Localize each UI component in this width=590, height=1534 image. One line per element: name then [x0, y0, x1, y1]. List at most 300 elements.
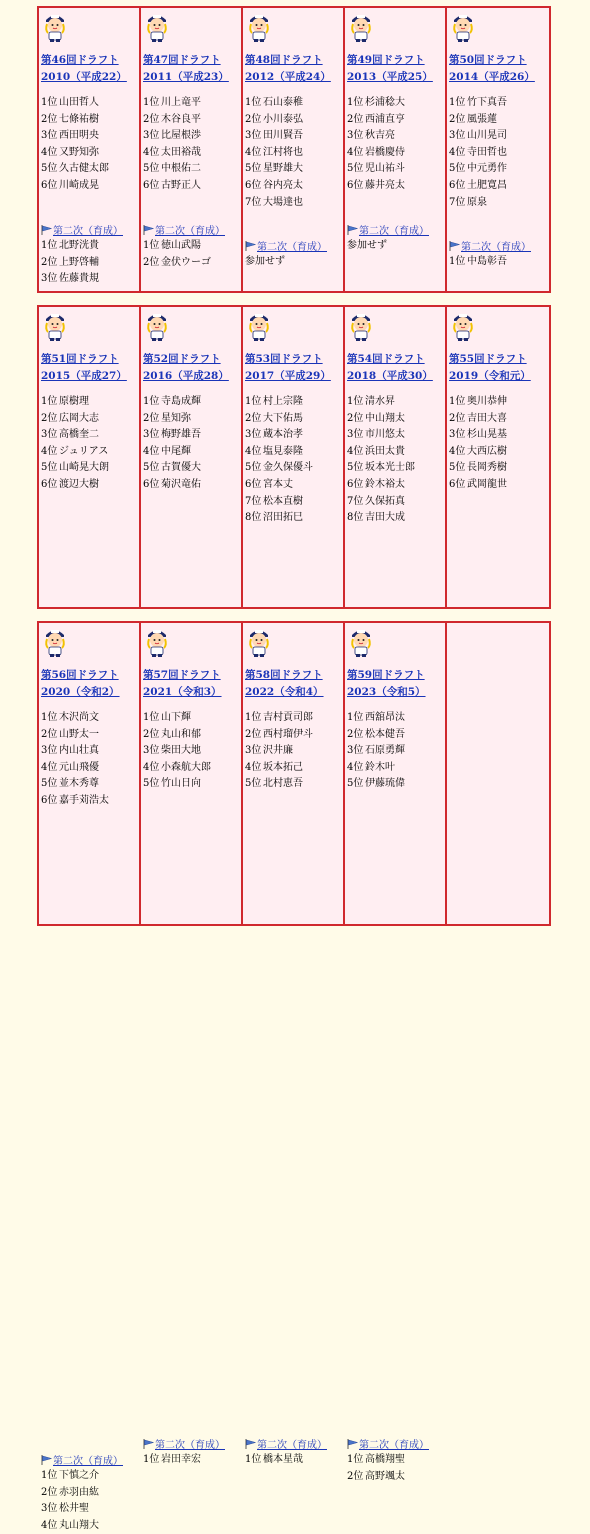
secondary-draft-label: 第二次（育成） — [257, 242, 327, 253]
pick-rank: 3位 — [41, 1503, 58, 1515]
player-name: 古野正人 — [161, 179, 201, 191]
secondary-draft-link[interactable] — [143, 222, 225, 237]
player-name: 江村将也 — [263, 146, 303, 158]
draft-title-link[interactable] — [41, 667, 120, 701]
secondary-draft-link[interactable] — [245, 238, 327, 253]
secondary-pick-row — [143, 1452, 201, 1469]
secondary-pick-list — [245, 1452, 303, 1469]
pick-rank: 2位 — [347, 1470, 364, 1482]
pick-list — [41, 394, 109, 494]
player-name: 嘉手苅浩太 — [59, 794, 109, 806]
mascot-icon — [450, 309, 476, 341]
pick-list — [449, 95, 507, 211]
pick-rank: 4位 — [41, 146, 58, 158]
player-name: 高橋翔聖 — [365, 1454, 405, 1465]
player-name: 小川泰弘 — [263, 113, 303, 125]
draft-number: 第58回ドラフト — [245, 669, 323, 681]
pick-row — [41, 394, 109, 411]
pick-row — [41, 727, 109, 744]
draft-year: 2010（平成22） — [41, 71, 127, 83]
pick-row — [347, 776, 405, 793]
pick-rank: 5位 — [449, 163, 466, 175]
pick-row — [245, 776, 313, 793]
draft-title-link[interactable] — [143, 667, 222, 701]
secondary-pick-list — [347, 238, 387, 255]
secondary-draft-link[interactable] — [449, 238, 531, 253]
player-name: 並木秀尊 — [59, 778, 99, 790]
draft-number: 第51回ドラフト — [41, 353, 119, 365]
draft-year-cell — [447, 8, 549, 291]
mascot-icon — [348, 10, 374, 42]
pick-rank: 5位 — [41, 163, 58, 175]
pick-rank: 5位 — [347, 778, 364, 790]
player-name: 徳山武陽 — [161, 240, 201, 251]
pick-row — [347, 727, 405, 744]
pick-rank: 2位 — [245, 113, 262, 125]
draft-number: 第47回ドラフト — [143, 54, 221, 66]
player-name: 風張蓮 — [467, 113, 497, 125]
player-name: 清水昇 — [365, 396, 395, 407]
pick-row — [449, 460, 507, 477]
player-name: 松本健吾 — [365, 728, 405, 740]
secondary-pick-row — [347, 238, 387, 255]
draft-year: 2022（令和4） — [245, 686, 324, 698]
player-name: 丸山翔大 — [59, 1519, 99, 1531]
player-name: 石原勇輝 — [365, 745, 405, 757]
pick-rank: 1位 — [347, 97, 364, 108]
secondary-pick-row — [449, 254, 507, 271]
player-name: 西田明央 — [59, 130, 99, 142]
pick-row — [347, 112, 405, 129]
draft-year-cell — [243, 307, 345, 607]
pick-row — [245, 510, 313, 527]
player-name: 赤羽由紘 — [59, 1486, 99, 1498]
pick-rank: 6位 — [41, 179, 58, 191]
pick-row — [245, 427, 313, 444]
pick-rank: 4位 — [347, 445, 364, 457]
draft-year-cell — [345, 623, 447, 1482]
pick-rank: 1位 — [347, 712, 364, 723]
pick-rank: 1位 — [449, 256, 466, 267]
pick-row — [41, 760, 109, 777]
player-name: 塩見泰隆 — [263, 445, 303, 457]
pick-rank: 2位 — [143, 256, 160, 268]
pick-rank: 6位 — [143, 179, 160, 191]
player-name: 川上竜平 — [161, 97, 201, 108]
pick-rank: 8位 — [347, 512, 364, 524]
pick-rank: 2位 — [41, 412, 58, 424]
pick-rank: 7位 — [245, 196, 262, 208]
pick-rank: 2位 — [245, 412, 262, 424]
pick-list — [449, 394, 507, 494]
pick-row — [347, 477, 415, 494]
pick-row — [245, 128, 303, 145]
pick-rank: 5位 — [245, 462, 262, 474]
player-name: 高野颯太 — [365, 1470, 405, 1482]
draft-year-cell — [39, 623, 141, 1531]
player-name: 石山泰稚 — [263, 97, 303, 108]
pick-rank: 1位 — [41, 97, 58, 108]
no-participation-text: 参加せず — [245, 256, 285, 267]
draft-title-link[interactable] — [449, 351, 531, 385]
pick-rank: 4位 — [449, 146, 466, 158]
no-participation-text: 参加せず — [347, 240, 387, 251]
secondary-pick-list — [449, 254, 507, 271]
player-name: 木沢尚文 — [59, 712, 99, 723]
pick-row — [41, 411, 109, 428]
pick-row — [347, 178, 405, 195]
pick-row — [41, 460, 109, 477]
pick-rank: 6位 — [449, 478, 466, 490]
player-name: 松本直樹 — [263, 495, 303, 507]
player-name: 丸山和郁 — [161, 728, 201, 740]
pick-rank: 6位 — [245, 179, 262, 191]
secondary-pick-list — [41, 238, 99, 288]
player-name: 元山飛優 — [59, 761, 99, 773]
pick-rank: 3位 — [347, 745, 364, 757]
pick-list — [41, 710, 109, 810]
pick-row — [347, 411, 415, 428]
pick-rank: 4位 — [347, 146, 364, 158]
pick-row — [449, 128, 507, 145]
pick-row — [143, 710, 211, 727]
player-name: 中尾輝 — [161, 445, 191, 457]
draft-section-grid — [37, 621, 551, 1531]
empty-cell — [447, 623, 549, 924]
player-name: 菊沢竜佑 — [161, 478, 201, 490]
player-name: 竹山日向 — [161, 778, 201, 790]
mascot-icon — [144, 309, 170, 341]
secondary-pick-row — [41, 271, 99, 288]
secondary-pick-list — [245, 254, 285, 271]
pick-row — [449, 477, 507, 494]
draft-year: 2014（平成26） — [449, 71, 535, 83]
pick-rank: 3位 — [41, 429, 58, 441]
pick-rank: 4位 — [245, 761, 262, 773]
pick-rank: 5位 — [143, 462, 160, 474]
draft-title-link[interactable] — [143, 52, 229, 86]
pick-rank: 5位 — [41, 462, 58, 474]
player-name: 蔵本治孝 — [263, 429, 303, 441]
mascot-icon — [348, 309, 374, 341]
flag-icon — [347, 1440, 359, 1451]
player-name: 上野啓輔 — [59, 256, 99, 268]
player-name: 市川悠太 — [365, 429, 405, 441]
pick-rank: 5位 — [143, 163, 160, 175]
draft-title-link[interactable] — [245, 52, 331, 86]
draft-number: 第52回ドラフト — [143, 353, 221, 365]
player-name: 山崎晃大朗 — [59, 462, 109, 474]
pick-rank: 1位 — [245, 97, 262, 108]
pick-list — [143, 394, 201, 494]
player-name: 寺島成輝 — [161, 396, 201, 407]
secondary-draft-label: 第二次（育成） — [359, 1440, 429, 1451]
player-name: 土肥寛昌 — [467, 179, 507, 191]
pick-rank: 2位 — [143, 728, 160, 740]
flag-icon — [245, 1440, 257, 1451]
secondary-draft-label: 第二次（育成） — [53, 226, 123, 237]
pick-rank: 3位 — [41, 273, 58, 285]
pick-row — [143, 460, 201, 477]
pick-row — [347, 427, 415, 444]
pick-list — [245, 710, 313, 793]
pick-rank: 2位 — [143, 113, 160, 125]
pick-row — [41, 128, 109, 145]
pick-row — [449, 112, 507, 129]
flag-icon — [245, 242, 257, 253]
draft-title-link[interactable] — [245, 351, 331, 385]
pick-row — [41, 793, 109, 810]
player-name: 鈴木裕太 — [365, 478, 405, 490]
secondary-draft-link[interactable] — [41, 1452, 123, 1467]
pick-row — [347, 145, 405, 162]
pick-rank: 4位 — [41, 1519, 58, 1531]
pick-rank: 6位 — [245, 478, 262, 490]
secondary-draft-link[interactable] — [347, 1436, 429, 1451]
draft-number: 第59回ドラフト — [347, 669, 425, 681]
pick-rank: 2位 — [347, 728, 364, 740]
draft-year-cell — [243, 623, 345, 1465]
player-name: 金伏ウーゴ — [161, 256, 211, 268]
pick-rank: 1位 — [143, 396, 160, 407]
pick-list — [347, 95, 405, 195]
player-name: 吉村貢司郎 — [263, 712, 313, 723]
player-name: 吉田大喜 — [467, 412, 507, 424]
pick-rank: 4位 — [41, 445, 58, 457]
pick-rank: 3位 — [245, 429, 262, 441]
pick-rank: 2位 — [41, 728, 58, 740]
pick-row — [41, 178, 109, 195]
pick-row — [245, 460, 313, 477]
pick-row — [245, 112, 303, 129]
pick-row — [41, 427, 109, 444]
pick-row — [143, 444, 201, 461]
pick-rank: 1位 — [449, 97, 466, 108]
pick-row — [143, 776, 211, 793]
draft-number: 第54回ドラフト — [347, 353, 425, 365]
player-name: 秋吉亮 — [365, 130, 395, 142]
draft-title-link[interactable] — [449, 52, 535, 86]
draft-year: 2016（平成28） — [143, 370, 229, 382]
mascot-icon — [42, 625, 68, 657]
player-name: 久保拓真 — [365, 495, 405, 507]
draft-title-link[interactable] — [143, 351, 229, 385]
player-name: 岩田幸宏 — [161, 1454, 201, 1465]
pick-row — [245, 494, 313, 511]
pick-rank: 6位 — [347, 179, 364, 191]
pick-rank: 6位 — [347, 478, 364, 490]
player-name: 木谷良平 — [161, 113, 201, 125]
secondary-draft-link[interactable] — [245, 1436, 327, 1451]
player-name: 浜田太貴 — [365, 445, 405, 457]
player-name: 鈴木叶 — [365, 761, 395, 773]
player-name: 橋本星哉 — [263, 1454, 303, 1465]
pick-row — [449, 178, 507, 195]
pick-row — [41, 444, 109, 461]
player-name: 又野知弥 — [59, 146, 99, 158]
draft-year: 2015（平成27） — [41, 370, 127, 382]
draft-year: 2012（平成24） — [245, 71, 331, 83]
draft-title-link[interactable] — [245, 667, 324, 701]
draft-year-cell — [345, 8, 447, 291]
secondary-draft-label: 第二次（育成） — [257, 1440, 327, 1451]
secondary-pick-row — [41, 1468, 99, 1485]
player-name: 奥川恭伸 — [467, 396, 507, 407]
player-name: 武岡龍世 — [467, 478, 507, 490]
pick-row — [245, 444, 313, 461]
pick-rank: 7位 — [245, 495, 262, 507]
pick-rank: 3位 — [41, 745, 58, 757]
pick-row — [347, 394, 415, 411]
draft-number: 第46回ドラフト — [41, 54, 119, 66]
pick-row — [245, 95, 303, 112]
pick-list — [245, 394, 313, 527]
player-name: 太田裕哉 — [161, 146, 201, 158]
pick-rank: 1位 — [245, 396, 262, 407]
draft-number: 第50回ドラフト — [449, 54, 527, 66]
draft-title-link[interactable] — [347, 52, 433, 86]
mascot-icon — [450, 10, 476, 42]
pick-rank: 6位 — [41, 794, 58, 806]
mascot-icon — [246, 309, 272, 341]
pick-rank: 3位 — [449, 130, 466, 142]
pick-rank: 3位 — [347, 130, 364, 142]
flag-icon — [41, 226, 53, 237]
pick-rank: 4位 — [245, 146, 262, 158]
player-name: 高橋奎二 — [59, 429, 99, 441]
mascot-icon — [246, 10, 272, 42]
pick-rank: 5位 — [143, 778, 160, 790]
secondary-pick-row — [41, 238, 99, 255]
pick-row — [449, 95, 507, 112]
player-name: 寺田哲也 — [467, 146, 507, 158]
secondary-pick-row — [41, 1485, 99, 1502]
pick-row — [41, 743, 109, 760]
secondary-draft-link[interactable] — [347, 222, 429, 237]
pick-rank: 1位 — [347, 396, 364, 407]
secondary-draft-label: 第二次（育成） — [155, 226, 225, 237]
pick-row — [41, 161, 109, 178]
pick-row — [347, 161, 405, 178]
pick-row — [143, 178, 201, 195]
player-name: 吉田大成 — [365, 512, 405, 524]
player-name: 原樹理 — [59, 396, 89, 407]
pick-row — [347, 743, 405, 760]
player-name: 渡辺大樹 — [59, 478, 99, 490]
player-name: 小森航大郎 — [161, 761, 211, 773]
pick-rank: 3位 — [143, 745, 160, 757]
pick-rank: 2位 — [449, 412, 466, 424]
player-name: 西浦直亨 — [365, 113, 405, 125]
mascot-icon — [348, 625, 374, 657]
pick-row — [347, 95, 405, 112]
pick-rank: 1位 — [41, 1470, 58, 1481]
pick-rank: 4位 — [347, 761, 364, 773]
secondary-draft-link[interactable] — [41, 222, 123, 237]
player-name: 大西広樹 — [467, 445, 507, 457]
pick-rank: 2位 — [245, 728, 262, 740]
player-name: 岩橋慶侍 — [365, 146, 405, 158]
pick-rank: 1位 — [143, 1454, 160, 1465]
pick-row — [41, 145, 109, 162]
pick-row — [347, 760, 405, 777]
pick-row — [347, 494, 415, 511]
pick-rank: 4位 — [143, 445, 160, 457]
pick-rank: 6位 — [449, 179, 466, 191]
pick-row — [245, 195, 303, 212]
player-name: 杉浦稔大 — [365, 97, 405, 108]
secondary-pick-row — [245, 1452, 303, 1469]
draft-number: 第55回ドラフト — [449, 353, 527, 365]
pick-row — [143, 161, 201, 178]
mascot-icon — [144, 625, 170, 657]
draft-year: 2017（平成29） — [245, 370, 331, 382]
pick-row — [449, 195, 507, 212]
pick-rank: 2位 — [347, 412, 364, 424]
player-name: 久古健太郎 — [59, 163, 109, 175]
pick-rank: 3位 — [41, 130, 58, 142]
pick-row — [449, 161, 507, 178]
player-name: 沢井廉 — [263, 745, 293, 757]
pick-rank: 3位 — [449, 429, 466, 441]
pick-list — [245, 95, 303, 211]
draft-title-link[interactable] — [41, 351, 127, 385]
pick-rank: 5位 — [245, 778, 262, 790]
player-name: 宮本丈 — [263, 478, 293, 490]
secondary-pick-row — [41, 1501, 99, 1518]
player-name: 星知弥 — [161, 412, 191, 424]
pick-row — [143, 145, 201, 162]
pick-row — [449, 394, 507, 411]
draft-year: 2021（令和3） — [143, 686, 222, 698]
pick-row — [245, 178, 303, 195]
pick-row — [449, 427, 507, 444]
player-name: 大下佑馬 — [263, 412, 303, 424]
player-name: 比屋根渉 — [161, 130, 201, 142]
draft-year-cell — [141, 8, 243, 291]
pick-rank: 1位 — [347, 1454, 364, 1465]
pick-rank: 3位 — [143, 429, 160, 441]
draft-title-link[interactable] — [347, 667, 426, 701]
player-name: 柴田大地 — [161, 745, 201, 757]
player-name: 山野太一 — [59, 728, 99, 740]
mascot-icon — [246, 625, 272, 657]
player-name: ジュリアス — [59, 445, 109, 457]
pick-row — [245, 727, 313, 744]
pick-list — [143, 95, 201, 195]
pick-list — [143, 710, 211, 793]
player-name: 中山翔太 — [365, 412, 405, 424]
draft-section-grid — [37, 6, 551, 293]
flag-icon — [41, 1456, 53, 1467]
pick-rank: 5位 — [347, 163, 364, 175]
secondary-draft-link[interactable] — [143, 1436, 225, 1451]
pick-row — [245, 710, 313, 727]
pick-rank: 2位 — [347, 113, 364, 125]
draft-title-link[interactable] — [347, 351, 433, 385]
draft-title-link[interactable] — [41, 52, 127, 86]
secondary-pick-row — [143, 255, 211, 272]
draft-year-cell — [141, 623, 243, 1465]
player-name: 梅野雄吾 — [161, 429, 201, 441]
pick-rank: 3位 — [245, 745, 262, 757]
pick-row — [449, 411, 507, 428]
pick-rank: 1位 — [41, 240, 58, 251]
pick-rank: 1位 — [41, 712, 58, 723]
pick-rank: 5位 — [449, 462, 466, 474]
player-name: 山田哲人 — [59, 97, 99, 108]
pick-row — [245, 394, 313, 411]
